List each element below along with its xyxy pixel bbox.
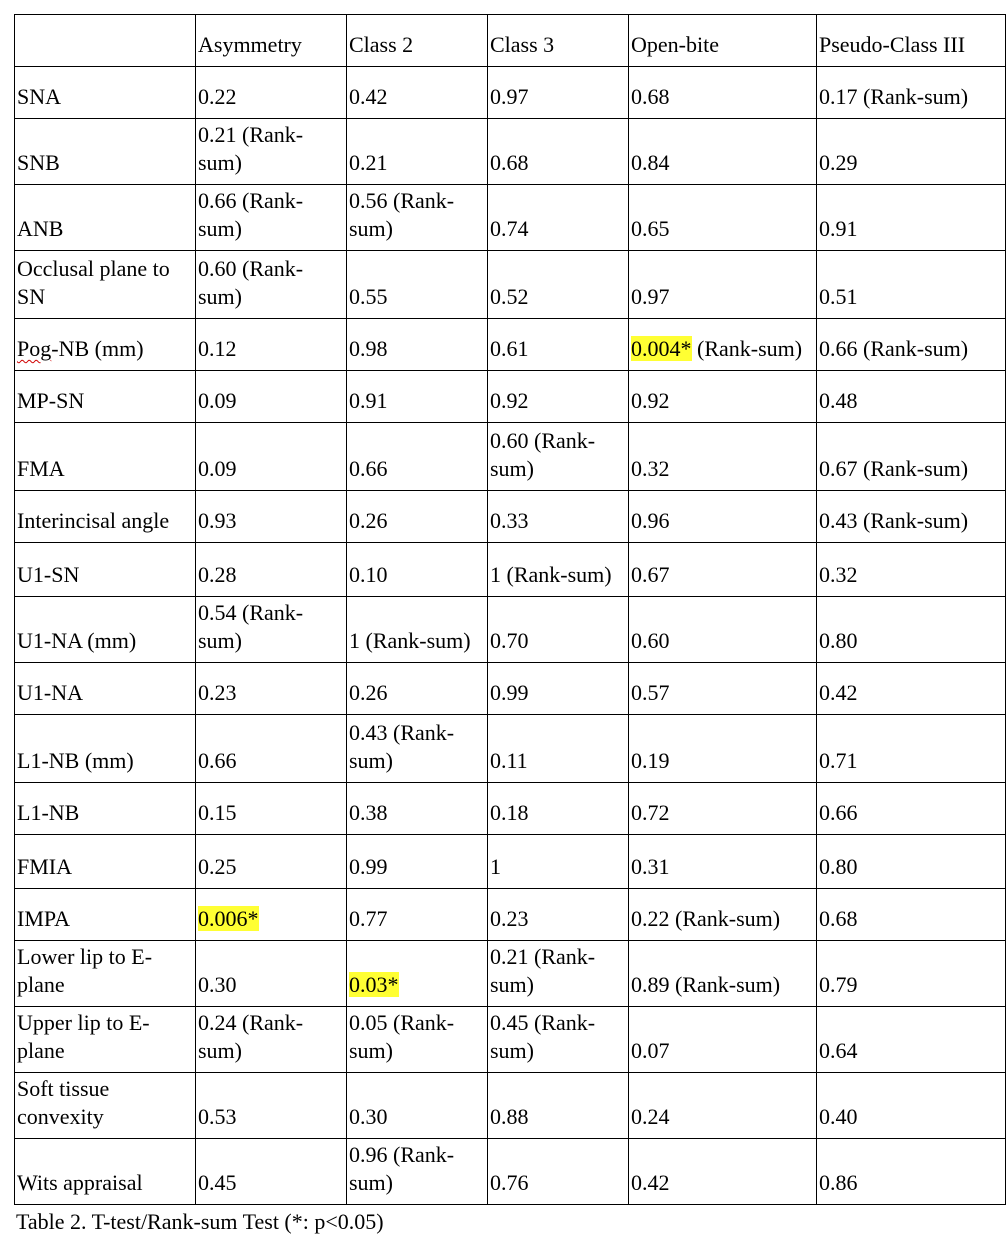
value-cell (629, 319, 817, 371)
value-cell: 0.84 (629, 119, 817, 185)
row-label-cell: Upper lip to E-plane (15, 1007, 196, 1073)
row-label-cell: ANB (15, 185, 196, 251)
value-cell: 0.42 (629, 1139, 817, 1205)
results-table-body (15, 15, 1006, 1205)
value-cell: 0.70 (488, 597, 629, 663)
value-cell: 0.77 (347, 889, 488, 941)
value-cell: 0.92 (488, 371, 629, 423)
value-cell: 0.21 (Rank-sum) (488, 941, 629, 1007)
row-label-cell: IMPA (15, 889, 196, 941)
value-cell: 0.99 (488, 663, 629, 715)
value-cell: 1 (Rank-sum) (488, 543, 629, 597)
value-cell: 0.05 (Rank-sum) (347, 1007, 488, 1073)
value-cell: 0.23 (488, 889, 629, 941)
row-label-cell: U1-NA (mm) (15, 597, 196, 663)
value-cell: 0.12 (196, 319, 347, 371)
value-cell: 0.68 (488, 119, 629, 185)
value-cell: 0.98 (347, 319, 488, 371)
value-cell: 0.53 (196, 1073, 347, 1139)
table-row (15, 491, 1006, 543)
table-row (15, 371, 1006, 423)
table-row (15, 835, 1006, 889)
value-cell: 0.68 (817, 889, 1006, 941)
value-cell: 0.55 (347, 251, 488, 319)
value-cell: 0.88 (488, 1073, 629, 1139)
value-cell: 1 (Rank-sum) (347, 597, 488, 663)
value-cell: 0.45 (Rank-sum) (488, 1007, 629, 1073)
value-cell: 0.42 (347, 67, 488, 119)
value-cell: 0.96 (Rank-sum) (347, 1139, 488, 1205)
table-row (15, 889, 1006, 941)
value-cell: 0.76 (488, 1139, 629, 1205)
value-cell: 0.25 (196, 835, 347, 889)
value-cell: 0.92 (629, 371, 817, 423)
value-cell: 0.32 (629, 423, 817, 491)
value-cell: 1 (488, 835, 629, 889)
value-cell: 0.42 (817, 663, 1006, 715)
table-caption: Table 2. T-test/Rank-sum Test (*: p<0.05) (16, 1209, 384, 1234)
value-cell: 0.80 (817, 597, 1006, 663)
row-label-cell: SNB (15, 119, 196, 185)
significant-value: 0.03* (349, 972, 399, 997)
row-label-cell: SNA (15, 67, 196, 119)
value-cell: 0.99 (347, 835, 488, 889)
value-cell (347, 941, 488, 1007)
significant-value: 0.004* (631, 336, 692, 361)
row-label-cell: L1-NB (mm) (15, 715, 196, 783)
value-cell: 0.93 (196, 491, 347, 543)
value-cell: 0.79 (817, 941, 1006, 1007)
value-cell: 0.57 (629, 663, 817, 715)
value-cell: 0.30 (196, 941, 347, 1007)
value-cell: 0.30 (347, 1073, 488, 1139)
value-cell: 0.65 (629, 185, 817, 251)
row-label-cell: FMA (15, 423, 196, 491)
table-row (15, 1139, 1006, 1205)
value-cell: 0.07 (629, 1007, 817, 1073)
value-cell: 0.72 (629, 783, 817, 835)
value-cell: 0.71 (817, 715, 1006, 783)
value-cell: 0.96 (629, 491, 817, 543)
value-cell: 0.97 (488, 67, 629, 119)
value-cell: 0.24 (Rank-sum) (196, 1007, 347, 1073)
value-cell: 0.15 (196, 783, 347, 835)
value-cell: 0.23 (196, 663, 347, 715)
table-row (15, 423, 1006, 491)
value-cell: 0.33 (488, 491, 629, 543)
results-table (14, 14, 1006, 1205)
significant-value: 0.006* (198, 906, 259, 931)
row-label-cell: Occlusal plane to SN (15, 251, 196, 319)
value-cell: 0.19 (629, 715, 817, 783)
header-cell-corner (15, 15, 196, 67)
value-cell: 0.54 (Rank-sum) (196, 597, 347, 663)
value-cell: 0.66 (Rank-sum) (196, 185, 347, 251)
header-cell-open-bite: Open-bite (629, 15, 817, 67)
row-label-cell: FMIA (15, 835, 196, 889)
row-label-cell: Lower lip to E-plane (15, 941, 196, 1007)
value-cell: 0.68 (629, 67, 817, 119)
row-label-cell: L1-NB (15, 783, 196, 835)
table-row (15, 1073, 1006, 1139)
value-cell: 0.11 (488, 715, 629, 783)
table-row (15, 543, 1006, 597)
value-cell: 0.48 (817, 371, 1006, 423)
row-label-cell: Interincisal angle (15, 491, 196, 543)
table-row (15, 597, 1006, 663)
value-cell: 0.09 (196, 423, 347, 491)
row-label-cell: U1-SN (15, 543, 196, 597)
row-label-cell: MP-SN (15, 371, 196, 423)
value-cell: 0.45 (196, 1139, 347, 1205)
value-cell: 0.51 (817, 251, 1006, 319)
table-row (15, 663, 1006, 715)
value-cell: 0.60 (629, 597, 817, 663)
value-cell: 0.52 (488, 251, 629, 319)
value-cell: 0.74 (488, 185, 629, 251)
table-row (15, 1007, 1006, 1073)
value-cell: 0.38 (347, 783, 488, 835)
table-row (15, 119, 1006, 185)
value-cell: 0.86 (817, 1139, 1006, 1205)
value-cell: 0.40 (817, 1073, 1006, 1139)
value-cell: 0.89 (Rank-sum) (629, 941, 817, 1007)
value-cell: 0.67 (629, 543, 817, 597)
value-cell: 0.67 (Rank-sum) (817, 423, 1006, 491)
value-cell: 0.10 (347, 543, 488, 597)
value-cell: 0.60 (Rank-sum) (488, 423, 629, 491)
row-label-cell: Wits appraisal (15, 1139, 196, 1205)
value-cell: 0.24 (629, 1073, 817, 1139)
value-cell: 0.28 (196, 543, 347, 597)
value-cell: 0.43 (Rank-sum) (347, 715, 488, 783)
value-cell: 0.80 (817, 835, 1006, 889)
value-cell: 0.29 (817, 119, 1006, 185)
value-cell: 0.64 (817, 1007, 1006, 1073)
value-cell: 0.32 (817, 543, 1006, 597)
value-cell: 0.09 (196, 371, 347, 423)
value-cell: 0.91 (347, 371, 488, 423)
header-row (15, 15, 1006, 67)
table-row (15, 319, 1006, 371)
value-cell: 0.43 (Rank-sum) (817, 491, 1006, 543)
value-cell: 0.66 (196, 715, 347, 783)
value-cell: 0.66 (Rank-sum) (817, 319, 1006, 371)
spellcheck-word: Pog (17, 336, 52, 361)
value-cell: 0.21 (Rank-sum) (196, 119, 347, 185)
header-cell-asymmetry: Asymmetry (196, 15, 347, 67)
value-cell: 0.66 (347, 423, 488, 491)
table-row (15, 251, 1006, 319)
value-cell: 0.26 (347, 491, 488, 543)
header-cell-class-2: Class 2 (347, 15, 488, 67)
value-cell: 0.91 (817, 185, 1006, 251)
value-cell: 0.26 (347, 663, 488, 715)
value-cell: 0.97 (629, 251, 817, 319)
row-label-cell: U1-NA (15, 663, 196, 715)
table-row (15, 67, 1006, 119)
table-row (15, 185, 1006, 251)
header-cell-pseudo-class-iii: Pseudo-Class III (817, 15, 1006, 67)
value-cell: 0.22 (196, 67, 347, 119)
header-cell-class-3: Class 3 (488, 15, 629, 67)
row-label-cell: Pog-NB (mm) (15, 319, 196, 371)
value-cell: 0.18 (488, 783, 629, 835)
row-label-cell: Soft tissue convexity (15, 1073, 196, 1139)
value-cell (196, 889, 347, 941)
value-cell: 0.22 (Rank-sum) (629, 889, 817, 941)
value-cell: 0.61 (488, 319, 629, 371)
table-row (15, 941, 1006, 1007)
test-note: (Rank-sum) (691, 336, 803, 361)
value-cell: 0.66 (817, 783, 1006, 835)
value-cell: 0.56 (Rank-sum) (347, 185, 488, 251)
value-cell: 0.60 (Rank-sum) (196, 251, 347, 319)
value-cell: 0.21 (347, 119, 488, 185)
table-row (15, 783, 1006, 835)
value-cell: 0.17 (Rank-sum) (817, 67, 1006, 119)
value-cell: 0.31 (629, 835, 817, 889)
table-row (15, 715, 1006, 783)
